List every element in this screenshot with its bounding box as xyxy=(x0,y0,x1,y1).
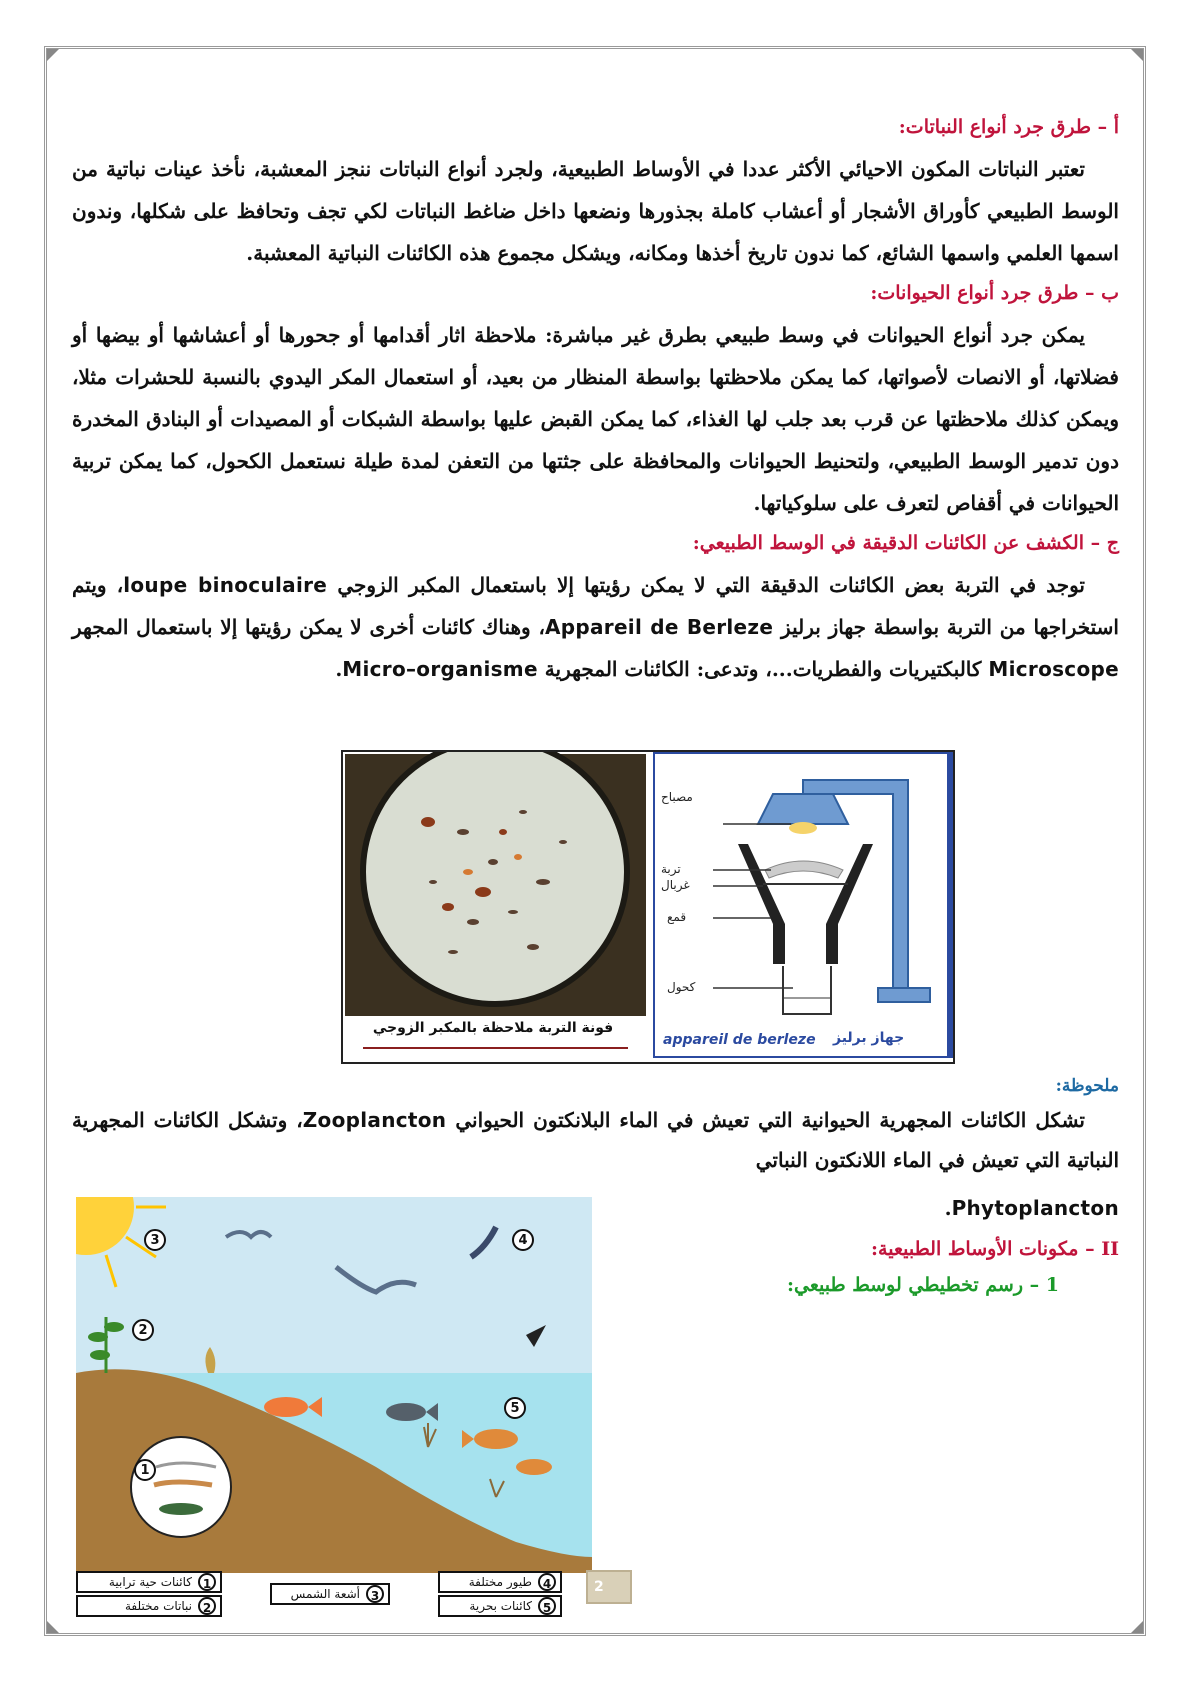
label-number-5: 5 xyxy=(504,1397,526,1419)
note-text-2: ، وتشكل الكائنات المجهرية النباتية التي تعيش في الماء اللانكتون النباتي xyxy=(72,1108,1119,1172)
section-a-text: تعتبر النباتات المكون الاحيائي الأكثر عددا في الأوساط الطبيعية، ولجرد أنواع النباتات ننجز المعشبة، نأخذ عينات نباتية من الوسط الطبيعي كأوراق الأشجار أو أعشاب كاملة بجذورها ونضعها داخل ضاغط النباتات لكي تجف وتحافظ على شكلها، وندون اسمها العلمي واسمها الشائع، كما ندون تاريخ أخذها ومكانه، ويشكل مجموع هذه الكائنات النباتية المعشبة. xyxy=(72,157,1119,265)
note-text-1: تشكل الكائنات المجهرية الحيوانية التي تعيش في الماء البلانكتون الحيواني xyxy=(455,1108,1085,1132)
legend-number-3: 3 xyxy=(366,1585,384,1603)
legend-text-5: كائنات بحرية xyxy=(469,1599,532,1613)
legend-number-5: 5 xyxy=(538,1597,556,1615)
term-appareil-berleze: Appareil de Berleze xyxy=(544,615,774,639)
note-heading: ملحوظة: xyxy=(1055,1076,1119,1096)
legend-text-2: نباتات مختلفة xyxy=(125,1599,192,1613)
berlese-caption-ar: جهاز برليز xyxy=(833,1030,905,1046)
label-number-1: 1 xyxy=(134,1459,156,1481)
section-b-text: يمكن جرد أنواع الحيوانات في وسط طبيعي بطرق غير مباشرة: ملاحظة اثار أقدامها أو جحورها أو أعشاشها أو بيضها أو فضلاتها، أو الانصات لأصواتها، كما يمكن ملاحظتها بواسطة المنظار من بعيد، أو استعمال المكر اليدوي بالنسبة للحشرات مثلا، ويمكن كذلك ملاحظتها عن قرب بعد جلب لها الغذاء، كما يمكن القبض عليها بواسطة الشبكات أو المصيدات أو البنادق المخدرة دون تدمير الوسط الطبيعي، ولتحنيط الحيوانات والمحافظة على جثتها من التعفن لمدة طيلة نستعمل الكحول، كما يمكن تربية الحيوانات في أقفاص لتعرف على سلوكياتها. xyxy=(72,323,1119,515)
label-funnel: قمع xyxy=(667,910,687,924)
section-c-heading: ج – الكشف عن الكائنات الدقيقة في الوسط الطبيعي: xyxy=(692,532,1119,554)
legend-item-2 xyxy=(76,1595,222,1617)
section-c-text xyxy=(72,564,1119,690)
term-microscope: Microscope xyxy=(988,657,1119,681)
section-c-text-5: . xyxy=(335,657,343,681)
legend-item-3 xyxy=(270,1583,390,1605)
label-number-3: 3 xyxy=(144,1229,166,1251)
legend-item-4 xyxy=(438,1571,562,1593)
section-c-text-2: ، ويتم استخراجها من التربة بواسطة جهاز برليز xyxy=(72,573,1119,639)
soil-fauna-caption: فونة التربة ملاحظة بالمكبر الزوجي xyxy=(372,1020,614,1036)
section-b-heading: ب – طرق جرد أنواع الحيوانات: xyxy=(870,282,1119,304)
label-number-4: 4 xyxy=(512,1229,534,1251)
legend-number-1: 1 xyxy=(198,1573,216,1591)
section-c-text-3: ، وهناك كائنات أخرى لا يمكن رؤيتها إلا باستعمال المجهر xyxy=(72,615,545,639)
soil-fauna-photo xyxy=(343,752,648,1058)
note-text-3: . xyxy=(944,1196,952,1220)
corner-ornament xyxy=(47,1621,59,1633)
berlese-apparatus xyxy=(653,752,953,1058)
corner-ornament xyxy=(1131,49,1143,61)
label-lamp: مصباح xyxy=(661,790,693,804)
term-zooplancton: Zooplancton xyxy=(302,1108,447,1132)
natural-environment-figure xyxy=(76,1197,592,1617)
phytoplancton-line xyxy=(600,1190,1119,1306)
section-c-text-4: كالبكتيريات والفطريات...، وتدعى: الكائنات المجهرية xyxy=(544,657,982,681)
corner-ornament xyxy=(1131,1621,1143,1633)
legend-number-4: 4 xyxy=(538,1573,556,1591)
berlese-diagram xyxy=(653,752,949,1058)
legend-item-1 xyxy=(76,1571,222,1593)
term-phytoplancton: Phytoplancton xyxy=(951,1196,1119,1220)
legend-number-2: 2 xyxy=(198,1597,216,1615)
term-micro-organisme: Micro–organisme xyxy=(342,657,538,681)
section-ii-subheading: 1 – رسم تخطيطي لوسط طبيعي: xyxy=(786,1274,1059,1296)
phytoplancton-text xyxy=(600,1190,1119,1226)
soil-fauna-image xyxy=(343,752,648,1058)
section-ii-heading: II – مكونات الأوساط الطبيعية: xyxy=(871,1238,1119,1260)
legend-text-3: أشعة الشمس xyxy=(290,1587,360,1601)
berlese-caption-fr: appareil de berleze xyxy=(663,1032,816,1048)
label-sieve: غربال xyxy=(661,878,690,892)
corner-ornament xyxy=(47,49,59,61)
term-loupe-binoculaire: loupe binoculaire xyxy=(123,573,328,597)
label-soil: تربة xyxy=(661,862,681,876)
section-a-heading: أ – طرق جرد أنواع النباتات: xyxy=(898,116,1119,138)
berlese-figure xyxy=(341,750,955,1064)
label-number-2: 2 xyxy=(132,1319,154,1341)
section-c-text-1: توجد في التربة بعض الكائنات الدقيقة التي لا يمكن رؤيتها إلا باستعمال المكبر الزوجي xyxy=(337,573,1085,597)
legend-text-4: طيور مختلفة xyxy=(468,1575,532,1589)
legend-item-5 xyxy=(438,1595,562,1617)
main-content xyxy=(72,112,1119,690)
label-alcohol: كحول xyxy=(667,980,696,994)
note-text xyxy=(72,1100,1119,1180)
legend-text-1: كائنات حية ترابية xyxy=(108,1575,192,1589)
page-number: 2 xyxy=(586,1570,632,1604)
note-section xyxy=(72,1068,1119,1180)
